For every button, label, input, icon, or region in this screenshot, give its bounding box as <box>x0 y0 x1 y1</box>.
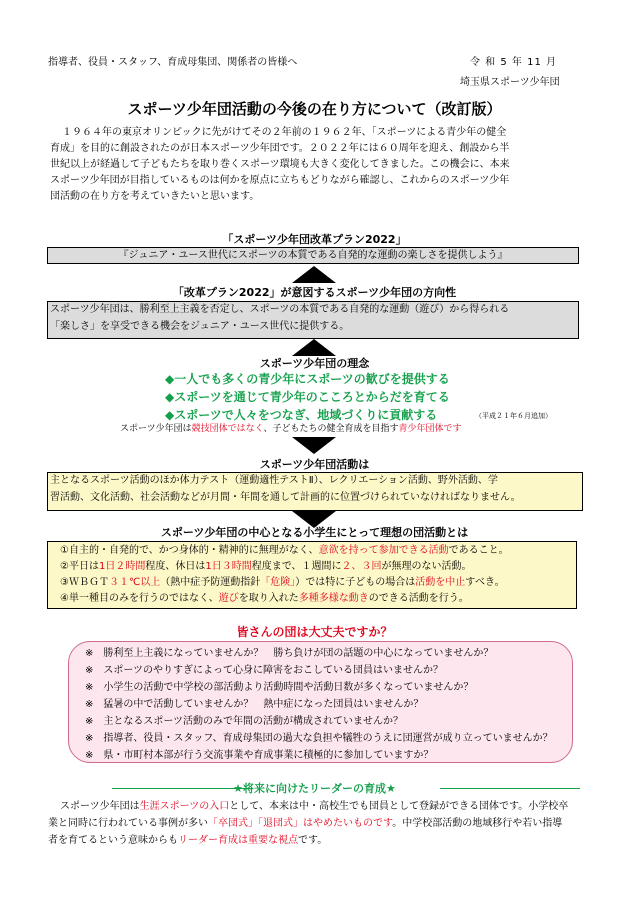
ideal-text: 程度、休日は <box>145 561 206 572</box>
check-box <box>68 641 573 763</box>
ideal-emphasis: 1日３時間 <box>205 561 252 572</box>
ideal-emphasis: 「危険」 <box>260 577 296 588</box>
ideal-text: ④単一種目のみを行うのではなく、 <box>60 593 219 604</box>
ideal-text: ①自主的・自発的で、かつ身体的・精神的に無理がなく、 <box>60 545 319 556</box>
intro-line: スポーツ少年団が目指しているものは何かを原点に立ちもどりながら確認し、これからのスポーツ少年 <box>50 175 510 186</box>
leader-emphasis: リーダー育成は重要な視点 <box>178 835 298 846</box>
ideal-emphasis: ２、３回 <box>341 561 382 572</box>
philosophy-added-note: （平成２１年６月追加） <box>475 412 552 420</box>
activities-line: 主となるスポーツ活動のほか体力テスト（運動適性テストⅡ）、レクリエーション活動、野外活動、学 <box>50 475 498 486</box>
leader-line <box>48 817 593 831</box>
intro-line: 育成」を目的に創設されたのが日本スポーツ少年団です。２０２２年には６０周年を迎え、創設から半 <box>50 143 510 154</box>
ideal-emphasis: 活動を中止 <box>415 577 466 588</box>
intro-line: １９６４年の東京オリンピックに先がけてその２年前の１９６２年、「スポーツによる青少年の健全 <box>62 127 507 138</box>
plan-slogan-box: 『ジュニア・ユース世代にスポーツの本質である自発的な運動の楽しさを提供しよう』 <box>47 247 579 264</box>
ideal-item-3 <box>60 576 574 590</box>
check-heading: 皆さんの団は大丈夫ですか？ <box>236 625 393 639</box>
ideal-box <box>47 541 577 609</box>
check-item: ※ 指導者、役員・スタッフ、育成母集団の過大な負担や犠牲のうえに団運営が成り立っていませんか？ <box>85 733 553 744</box>
ideal-text: 程度まで、１週間に <box>251 561 342 572</box>
ideal-item-1 <box>60 544 574 558</box>
leader-text: 。中学校部活動の地域移行や若い指導 <box>392 818 563 829</box>
ideal-emphasis: 遊び <box>218 593 239 604</box>
ideal-text: のできる活動を行う。 <box>368 593 469 604</box>
check-item: ※ 主となるスポーツ活動のみで年間の活動が構成されていませんか？ <box>85 716 403 727</box>
organization-name: 埼玉県スポーツ少年団 <box>460 77 560 88</box>
check-item: ※ 猛暑の中で活動していませんか？ 熱中症になった団員はいませんか？ <box>85 699 424 710</box>
note-text: スポーツ少年団は <box>120 424 192 434</box>
leader-line <box>48 800 593 814</box>
ideal-emphasis: 1日２時間 <box>98 561 146 572</box>
direction-line: 「楽しさ」を享受できる機会をジュニア・ユース世代に提供する。 <box>50 321 350 332</box>
ideal-heading: スポーツ少年団の中心となる小学生にとって理想の団活動とは <box>160 526 469 539</box>
note-emphasis: 青少年団体です <box>398 424 462 434</box>
recipients-line: 指導者、役員・スタッフ、育成母集団、関係者の皆様へ <box>48 57 298 68</box>
intro-paragraph <box>50 126 590 204</box>
ideal-text: すべき。 <box>465 577 505 588</box>
intro-line: 世紀以上が経過して子どもたちを取り巻くスポーツ環境も大きく変化してきました。この機会に、本来 <box>50 159 510 170</box>
arrow-down-icon <box>292 437 336 454</box>
ideal-text: であること。 <box>448 545 509 556</box>
ideal-text: を取り入れた <box>238 593 299 604</box>
ideal-emphasis: ３１℃以上 <box>108 577 161 588</box>
issue-date: 令 和 5 年 11 月 <box>470 57 557 68</box>
note-emphasis: 競技団体ではなく <box>191 424 264 434</box>
direction-heading: 「改革プラン2022」が意図するスポーツ少年団の方向性 <box>172 286 457 299</box>
ideal-text: が無理のない活動。 <box>381 561 472 572</box>
activities-box <box>47 472 583 511</box>
activities-line: 習活動、文化活動、社会活動などが月間・年間を通して計画的に位置づけられていなければなりません。 <box>50 492 521 503</box>
philosophy-item: ◆スポーツを通じて青少年のこころとからだを育てる <box>165 390 450 404</box>
leader-emphasis: 生涯スポーツの入口 <box>139 801 230 812</box>
leader-text: です。 <box>298 835 328 846</box>
arrow-up-icon <box>292 339 336 356</box>
activities-heading: スポーツ少年団活動は <box>259 458 370 471</box>
leader-line <box>48 834 593 848</box>
intro-line: 団活動の在り方を考えていきたいと思います。 <box>50 191 260 202</box>
philosophy-note <box>120 423 462 436</box>
ideal-item-4 <box>60 592 574 606</box>
check-item: ※ 県・市町村本部が行う交流事業や育成事業に積極的に参加していますか？ <box>85 750 434 761</box>
leader-text: 者を育てるという意味からも <box>48 835 178 846</box>
direction-line: スポーツ少年団は、勝利至上主義を否定し、スポーツの本質である自発的な運動（遊び）から得られる <box>50 304 510 315</box>
ideal-item-2 <box>60 560 574 574</box>
leader-paragraph <box>48 800 593 848</box>
ideal-text: ③ＷＢＧＴ <box>60 577 109 588</box>
check-item: ※ 勝利至上主義になっていませんか？ 勝ち負けが団の話題の中心になっていませんか？ <box>85 648 494 659</box>
direction-box <box>47 301 579 339</box>
note-text: 、子どもたちの健全育成を目指す <box>263 424 399 434</box>
leader-heading: ★将来に向けたリーダーの育成★ <box>233 782 396 795</box>
ideal-text: ）では特に子どもの場合は <box>295 577 416 588</box>
ideal-text: （熱中症予防運動指針 <box>160 577 261 588</box>
arrow-up-icon <box>292 266 336 283</box>
philosophy-item: ◆スポーツで人々をつなぎ、地域づくりに貢献する <box>165 408 438 422</box>
ideal-text: ②平日は <box>60 561 99 572</box>
ideal-emphasis: 意欲を持って参加できる活動 <box>318 545 449 556</box>
philosophy-heading: スポーツ少年団の理念 <box>259 357 370 370</box>
check-item: ※ 小学生の活動で中学校の部活動より活動時間や活動日数が多くなっていませんか？ <box>85 682 474 693</box>
leader-text: スポーツ少年団は <box>60 801 140 812</box>
page-title: スポーツ少年団活動の今後の在り方について（改訂版） <box>127 100 502 118</box>
leader-emphasis: 「卒団式」「退団式」はやめたいものです <box>208 818 393 829</box>
leader-text: として、本来は中・高校生でも団員として登録ができる団体です。小学校卒 <box>229 801 569 812</box>
leader-text: 業と同時に行われている事例が多い <box>48 818 208 829</box>
ideal-emphasis: 多種多様な動き <box>298 593 369 604</box>
philosophy-item: ◆一人でも多くの青少年にスポーツの歓びを提供する <box>165 372 450 386</box>
plan-heading: 「スポーツ少年団改革プラン2022」 <box>222 233 407 246</box>
check-item: ※ スポーツのやりすぎによって心身に障害をおこしている団員はいませんか？ <box>85 665 443 676</box>
